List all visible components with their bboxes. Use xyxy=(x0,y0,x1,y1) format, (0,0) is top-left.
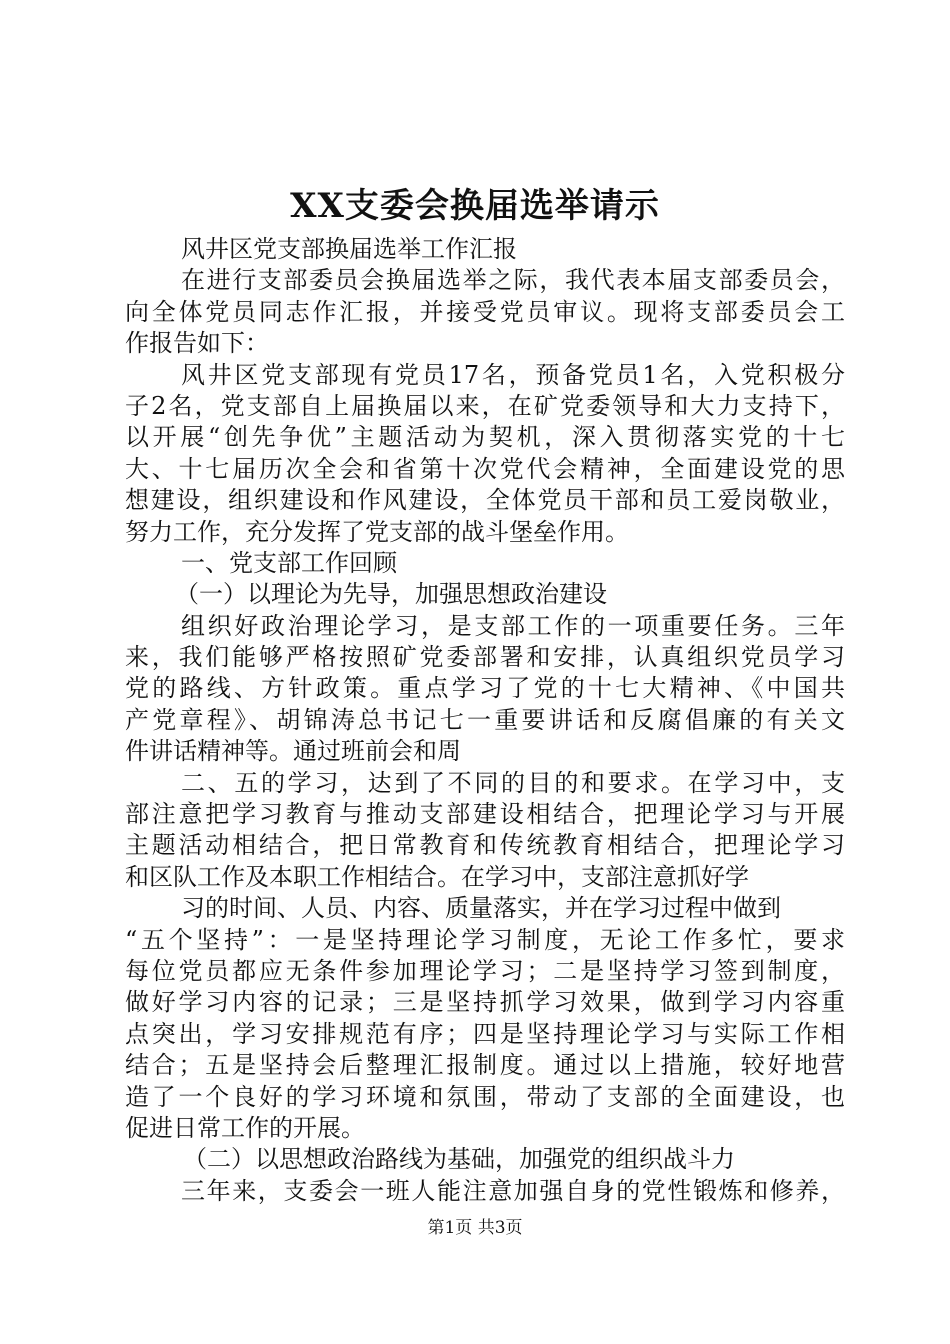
paragraph-line: 主题活动相结合，把日常教育和传统教育相结合，把理论学习 xyxy=(125,831,845,860)
paragraph-line: 结合；五是坚持会后整理汇报制度。通过以上措施，较好地营 xyxy=(125,1051,845,1080)
paragraph-line: 件讲话精神等。通过班前会和周 xyxy=(125,737,461,766)
subsection-heading: （二）以思想政治路线为基础，加强党的组织战斗力 xyxy=(183,1145,735,1174)
paragraph-line: 和区队工作及本职工作相结合。在学习中，支部注意抓好学 xyxy=(125,862,749,891)
paragraph-line: 二、五的学习，达到了不同的目的和要求。在学习中，支 xyxy=(181,768,845,797)
paragraph-line: 促进日常工作的开展。 xyxy=(125,1113,365,1142)
paragraph-line: 部注意把学习教育与推动支部建设相结合，把理论学习与开展 xyxy=(125,800,845,829)
subsection-heading: （一）以理论为先导，加强思想政治建设 xyxy=(175,580,607,609)
page-number-footer: 第1页 共3页 xyxy=(427,1218,523,1238)
paragraph-line: 以开展“创先争优”主题活动为契机，深入贯彻落实党的十七 xyxy=(125,423,845,452)
paragraph-line: 子2名，党支部自上届换届以来，在矿党委领导和大力支持下， xyxy=(125,391,845,420)
paragraph-line: 每位党员都应无条件参加理论学习；二是坚持学习签到制度， xyxy=(125,956,845,985)
paragraph-line: 来，我们能够严格按照矿党委部署和安排，认真组织党员学习 xyxy=(125,643,845,672)
paragraph-line: 造了一个良好的学习环境和氛围，带动了支部的全面建设，也 xyxy=(125,1082,845,1111)
paragraph-line: 努力工作，充分发挥了党支部的战斗堡垒作用。 xyxy=(125,517,629,546)
paragraph-line: 组织好政治理论学习，是支部工作的一项重要任务。三年 xyxy=(181,611,845,640)
paragraph-line: 三年来，支委会一班人能注意加强自身的党性锻炼和修养， xyxy=(181,1176,845,1205)
paragraph-line: 想建设，组织建设和作风建设，全体党员干部和员工爱岗敬业， xyxy=(125,486,845,515)
report-heading: 风井区党支部换届选举工作汇报 xyxy=(181,235,517,263)
paragraph-line: 向全体党员同志作汇报，并接受党员审议。现将支部委员会工 xyxy=(125,297,845,326)
paragraph-line: 风井区党支部现有党员17名，预备党员1名，入党积极分 xyxy=(181,360,845,389)
paragraph-line: 产党章程》、胡锦涛总书记七一重要讲话和反腐倡廉的有关文 xyxy=(125,705,845,734)
paragraph-line: 点突出，学习安排规范有序；四是坚持理论学习与实际工作相 xyxy=(125,1019,845,1048)
paragraph-line: 习的时间、人员、内容、质量落实，并在学习过程中做到 xyxy=(181,894,781,923)
document-title: XX支委会换届选举请示 xyxy=(290,186,660,226)
paragraph-line: “五个坚持”：一是坚持理论学习制度，无论工作多忙，要求 xyxy=(125,925,845,954)
paragraph-line: 做好学习内容的记录；三是坚持抓学习效果，做到学习内容重 xyxy=(125,988,845,1017)
paragraph-line: 在进行支部委员会换届选举之际，我代表本届支部委员会， xyxy=(181,266,845,295)
paragraph-line: 作报告如下： xyxy=(125,329,269,358)
section-heading: 一、党支部工作回顾 xyxy=(181,548,397,577)
document-body xyxy=(125,234,845,1207)
paragraph-line: 大、十七届历次全会和省第十次党代会精神，全面建设党的思 xyxy=(125,454,845,483)
paragraph-line: 党的路线、方针政策。重点学习了党的十七大精神、《中国共 xyxy=(125,674,845,703)
